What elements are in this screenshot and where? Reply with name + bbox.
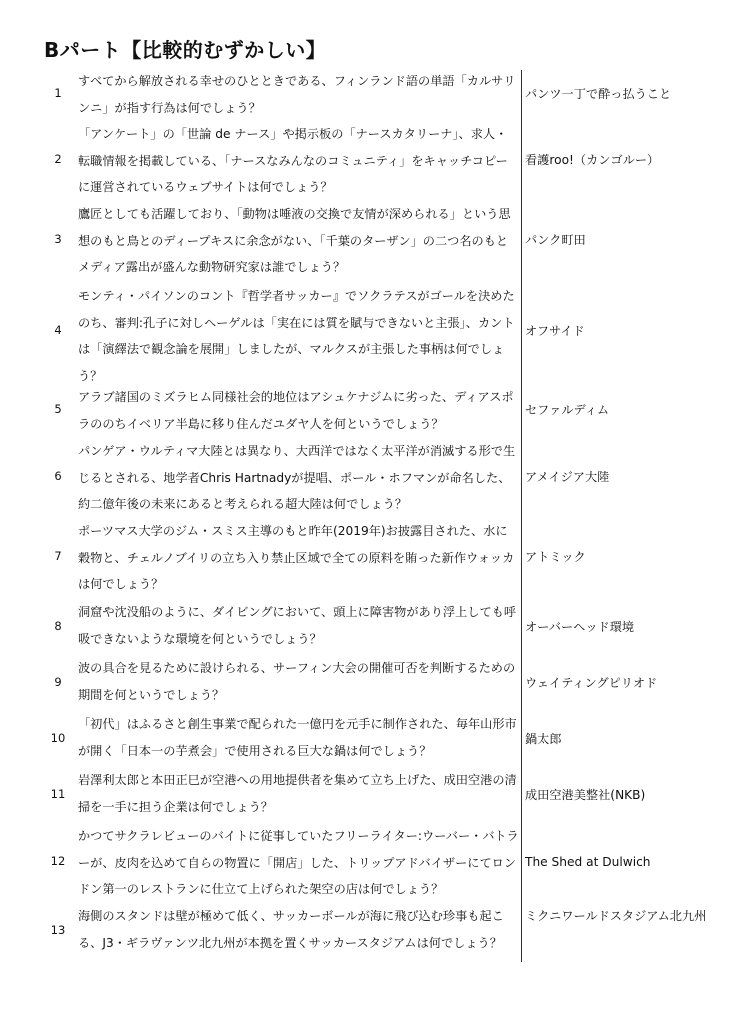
answer-text: オフサイド [525, 324, 585, 338]
question-number: 10 [50, 731, 66, 745]
quiz-row-8 [0, 599, 738, 652]
quiz-row-13 [0, 903, 738, 956]
answer-text: ミクニワールドスタジアム北九州 [525, 909, 707, 923]
question-number: 12 [50, 854, 66, 868]
question-text: 「アンケート」の「世論 de ナース」や掲示板の「ナースカタリーナ」、求人・転職情報を掲載している、「ナースなみんなのコミュニティ」をキャッチコピーに運営されているウェブサイトは何でしょう？ [78, 127, 508, 194]
answer-text: 成田空港美整社(NKB) [525, 788, 646, 802]
question-text: 波の具合を見るために設けられる、サーフィン大会の開催可否を判断するための期間を何というでしょう？ [78, 661, 516, 702]
question-text: すべてから解放される幸せのひとときである、フィンランド語の単語「カルサリンニ」が指す行為は何でしょう？ [78, 74, 516, 115]
quiz-row-3 [0, 201, 738, 281]
question-number: 13 [50, 923, 66, 937]
answer-text: パンツ一丁で酔っ払うこと [525, 87, 672, 101]
question-number: 1 [54, 86, 62, 100]
answer-text: ウェイティングピリオド [525, 676, 658, 690]
quiz-row-2 [0, 121, 738, 201]
question-number: 4 [54, 323, 62, 337]
question-number: 11 [50, 787, 66, 801]
quiz-row-9 [0, 655, 738, 708]
answer-text: オーバーヘッド環境 [525, 620, 635, 634]
answer-text: アメイジア大陸 [525, 470, 610, 484]
quiz-row-11 [0, 767, 738, 820]
answer-text: 鍋太郎 [525, 732, 562, 746]
question-text: アラブ諸国のミズラヒム同様社会的地位はアシュケナジムに劣った、ディアスポラののちイベリア半島に移り住んだユダヤ人を何というでしょう？ [78, 390, 514, 431]
answer-text: アトミック [525, 550, 586, 564]
question-number: 2 [54, 152, 62, 166]
question-number: 7 [54, 549, 62, 563]
quiz-row-6 [0, 438, 738, 518]
answer-text: The Shed at Dulwich [525, 855, 651, 869]
answer-text: セファルディム [525, 403, 610, 417]
quiz-row-12 [0, 823, 738, 903]
question-number: 6 [54, 469, 62, 483]
question-text: モンティ・パイソンのコント『哲学者サッカー』でソクラテスがゴールを決めたのち、審判:孔子に対しヘーゲルは「実在には質を賦与できないと主張」、カントは「演繹法で観念論を展開」しましたが、マルクスが主張した事柄は何でしょう？ [78, 289, 515, 383]
quiz-row-10 [0, 711, 738, 764]
answer-text: 看護roo!（カンゴルー） [525, 153, 660, 167]
question-text: ポーツマス大学のジム・スミス主導のもと昨年(2019年)お披露目された、水に穀物と、チェルノブイリの立ち入り禁止区域で全ての原料を賄った新作ウォッカは何でしょう？ [78, 524, 515, 591]
question-text: 「初代」はふるさと創生事業で配られた一億円を元手に制作された、毎年山形市が開く「日本一の芋煮会」で使用される巨大な鍋は何でしょう？ [78, 717, 517, 758]
question-number: 8 [54, 619, 62, 633]
quiz-row-5 [0, 384, 738, 437]
question-number: 5 [54, 402, 62, 416]
question-text: 洞窟や沈没船のように、ダイビングにおいて、頭上に障害物があり浮上しても呼吸できないような環境を何というでしょう？ [78, 605, 517, 646]
quiz-row-7 [0, 518, 738, 598]
question-text: 鷹匠としても活躍しており、「動物は唾液の交換で友情が深められる」という思想のもと鳥とのディープキスに余念がない、「千葉のターザン」の二つ名のもとメディア露出が盛んな動物研究家は誰でしょう？ [78, 207, 511, 274]
question-text: パンゲア・ウルティマ大陸とは異なり、大西洋ではなく太平洋が消滅する形で生じるとされる、地学者Chris Hartnadyが提唱、ポール・ホフマンが命名した、約二億年後の未来にあると考えられる超大陸は何でしょう？ [78, 444, 516, 511]
question-text: かつてサクラレビューのバイトに従事していたフリーライター:ウーバー・バトラーが、皮肉を込めて自らの物置に「開店」した、トリップアドバイザーにてロンドン第一のレストランに仕立て上げられた架空の店は何でしょう？ [78, 829, 519, 896]
quiz-row-4 [0, 283, 738, 383]
question-text: 海側のスタンドは壁が極めて低く、サッカーボールが海に飛び込む珍事も起こる、J3・ギラヴァンツ北九州が本拠を置くサッカースタジアムは何でしょう？ [78, 909, 504, 950]
question-number: 9 [54, 675, 62, 689]
answer-text: パンク町田 [525, 233, 586, 247]
page-title: Bパート【比較的むずかしい】 [44, 38, 327, 62]
quiz-row-1 [0, 68, 738, 121]
question-number: 3 [54, 232, 62, 246]
question-text: 岩澤利太郎と本田正巳が空港への用地提供者を集めて立ち上げた、成田空港の清掃を一手に担う企業は何でしょう？ [78, 773, 517, 814]
